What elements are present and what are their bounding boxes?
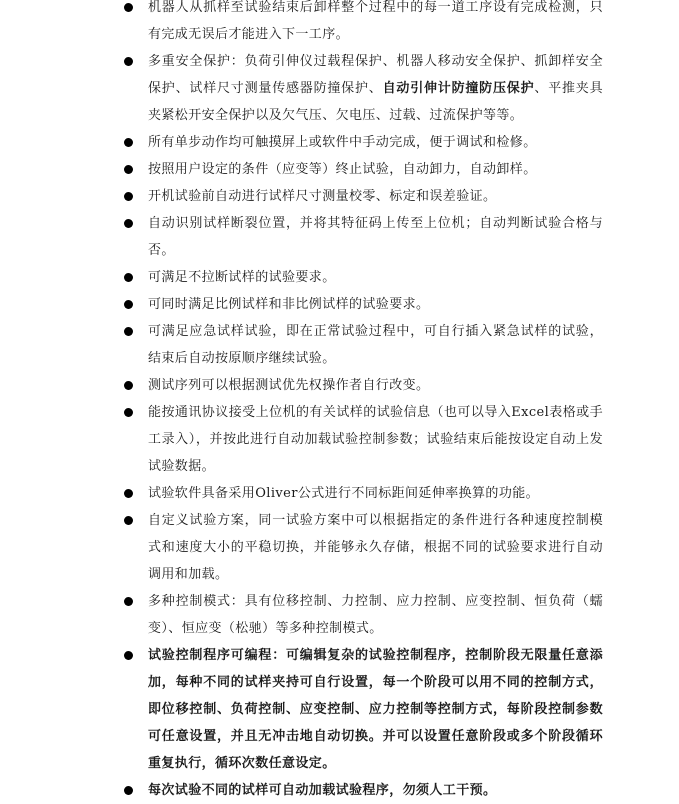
bullet-dot-icon xyxy=(124,327,133,336)
list-item xyxy=(0,156,679,183)
list-item-text-part: 、平推夹具夹紧松开安全保护以及欠气压、欠电压、过载、过流保护等等。 xyxy=(148,81,603,123)
list-item-bold-text: 自动引伸计防撞防压保护 xyxy=(382,81,535,96)
list-item xyxy=(0,777,679,804)
list-item-text: 可满足不拉断试样的试验要求。 xyxy=(148,270,336,285)
bullet-dot-icon xyxy=(124,300,133,309)
list-item xyxy=(0,0,679,48)
list-item xyxy=(0,210,679,264)
bullet-dot-icon xyxy=(124,516,133,525)
bullet-dot-icon xyxy=(124,3,133,12)
list-item xyxy=(0,291,679,318)
list-item xyxy=(0,183,679,210)
bullet-dot-icon xyxy=(124,192,133,201)
list-item-text: 可满足应急试样试验，即在正常试验过程中，可自行插入紧急试样的试验，结束后自动按原顺序继续试验。 xyxy=(148,324,603,366)
bullet-dot-icon xyxy=(124,165,133,174)
bullet-dot-icon xyxy=(124,786,133,795)
list-item xyxy=(0,588,679,642)
list-item-text-part: 多重安全保护：负荷引伸仪过载程保护、机器人移动安全保护、抓卸样安全保护、试样尺寸测量传感器防撞保护、 xyxy=(148,54,603,96)
list-item-text: 机器人从抓样至试验结束后卸样整个过程中的每一道工序设有完成检测，只有完成无误后才能进入下一工序。 xyxy=(148,0,603,42)
list-item-text: 自动识别试样断裂位置，并将其特征码上传至上位机；自动判断试验合格与否。 xyxy=(148,216,603,258)
bullet-dot-icon xyxy=(124,381,133,390)
list-item xyxy=(0,264,679,291)
list-item-text: 多种控制模式：具有位移控制、力控制、应力控制、应变控制、恒负荷（蠕变）、恒应变（松驰）等多种控制模式。 xyxy=(148,594,603,636)
list-item-text: 开机试验前自动进行试样尺寸测量校零、标定和误差验证。 xyxy=(148,189,497,204)
list-item xyxy=(0,642,679,777)
list-item-text: 试验控制程序可编程：可编辑复杂的试验控制程序，控制阶段无限量任意添加，每种不同的试样夹持可自行设置，每一个阶段可以用不同的控制方式，即位移控制、负荷控制、应变控制、应力控制等控制方式，每阶段控制参数可任意设置，并且无冲击地自动切换。并可以设置任意阶段或多个阶段循环重复执行，循环次数任意设定。 xyxy=(148,648,603,771)
list-item-text: 自定义试验方案，同一试验方案中可以根据指定的条件进行各种速度控制模式和速度大小的平稳切换，并能够永久存储，根据不同的试验要求进行自动调用和加载。 xyxy=(148,513,603,582)
bullet-dot-icon xyxy=(124,219,133,228)
list-item-text: 试验软件具备采用Oliver公式进行不同标距间延伸率换算的功能。 xyxy=(148,486,540,501)
list-item xyxy=(0,399,679,480)
list-item-text: 按照用户设定的条件（应变等）终止试验，自动卸力，自动卸样。 xyxy=(148,162,537,177)
list-item xyxy=(0,318,679,372)
list-item-text: 能按通讯协议接受上位机的有关试样的试验信息（也可以导入Excel表格或手工录入），并按此进行自动加载试验控制参数；试验结束后能按设定自动上发试验数据。 xyxy=(148,405,603,474)
bullet-dot-icon xyxy=(124,57,133,66)
list-item xyxy=(0,480,679,507)
bullet-dot-icon xyxy=(124,138,133,147)
list-item xyxy=(0,129,679,156)
bullet-dot-icon xyxy=(124,489,133,498)
list-item xyxy=(0,372,679,399)
bullet-dot-icon xyxy=(124,597,133,606)
list-item-text: 所有单步动作均可触摸屏上或软件中手动完成，便于调试和检修。 xyxy=(148,135,537,150)
list-item xyxy=(0,507,679,588)
bullet-dot-icon xyxy=(124,273,133,282)
bullet-dot-icon xyxy=(124,408,133,417)
list-item-text: 可同时满足比例试样和非比例试样的试验要求。 xyxy=(148,297,430,312)
list-item-text: 测试序列可以根据测试优先权操作者自行改变。 xyxy=(148,378,430,393)
list-item-text: 每次试验不同的试样可自动加载试验程序，勿须人工干预。 xyxy=(148,783,497,798)
list-item xyxy=(0,48,679,129)
list-item-text xyxy=(148,54,603,123)
bullet-dot-icon xyxy=(124,651,133,660)
